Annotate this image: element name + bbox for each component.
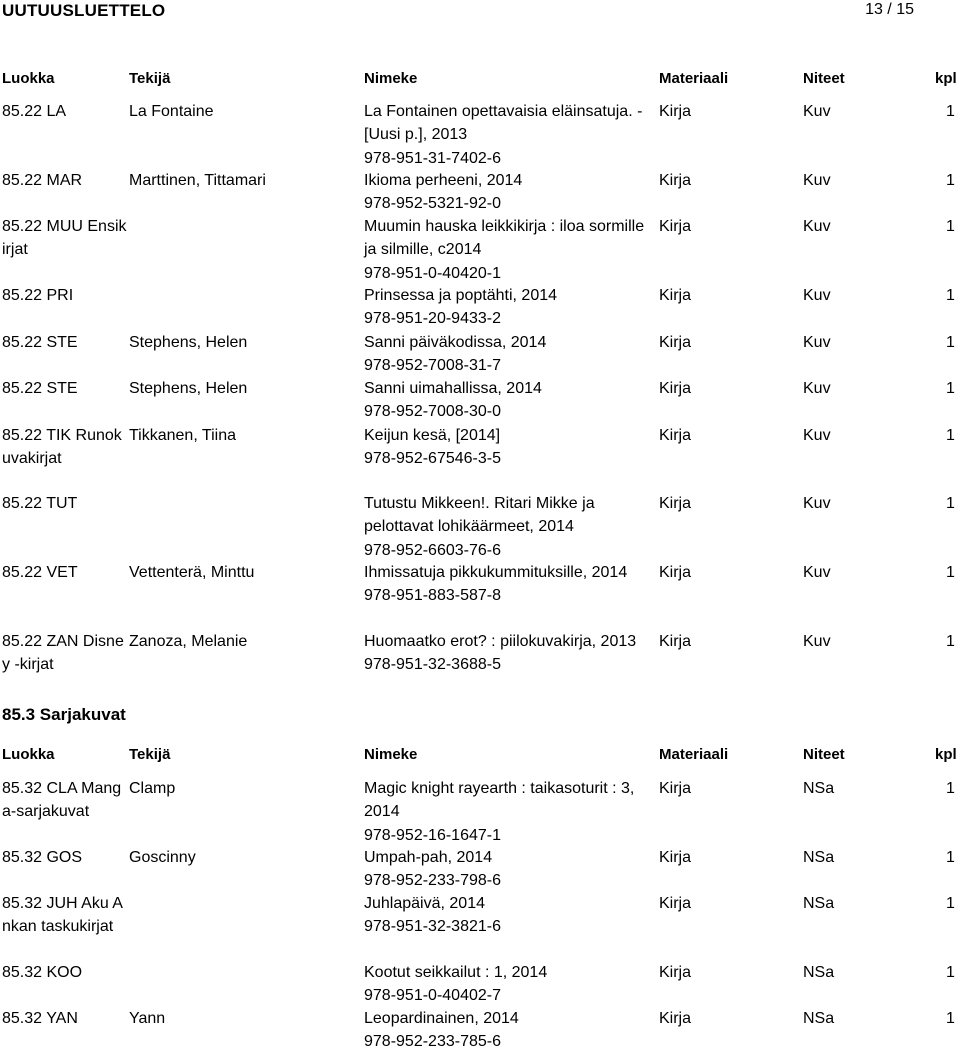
cell-kpl: 1 <box>946 427 955 444</box>
title-text: Leopardinainen, 2014 <box>364 1010 519 1027</box>
cell-luokka: 85.22 TIK Runokuvakirjat <box>2 427 122 468</box>
title-text: Huomaatko erot? : piilokuvakirja, 2013 <box>364 633 637 650</box>
cell-luokka: 85.32 GOS <box>2 849 83 866</box>
cell-nimeke <box>364 892 659 939</box>
isbn-text: 978-952-233-798-6 <box>364 872 501 890</box>
cell-tekija: Clamp <box>129 780 176 797</box>
cell-nimeke <box>364 561 659 608</box>
cell-nimeke <box>364 215 659 285</box>
cell-tekija: Marttinen, Tittamari <box>129 172 266 189</box>
cell-luokka: 85.22 PRI <box>2 287 74 304</box>
cell-luokka: 85.22 LA <box>2 103 67 120</box>
isbn-text: 978-951-20-9433-2 <box>364 310 501 328</box>
cell-kpl: 1 <box>946 495 955 512</box>
header-kpl: kpl <box>935 70 957 87</box>
title-text: Magic knight rayearth : taikasoturit : 3, 2014 <box>364 780 635 821</box>
cell-nimeke <box>364 169 659 216</box>
cell-materiaali: Kirja <box>659 427 692 444</box>
cell-materiaali: Kirja <box>659 849 692 866</box>
cell-tekija: Tikkanen, Tiina <box>129 427 237 444</box>
header-tekija: Tekijä <box>129 70 171 87</box>
cell-kpl: 1 <box>946 895 955 912</box>
cell-nimeke <box>364 424 659 471</box>
isbn-text: 978-952-7008-30-0 <box>364 403 501 421</box>
cell-luokka: 85.22 ZAN Disney -kirjat <box>2 633 124 674</box>
cell-luokka: 85.32 YAN <box>2 1010 78 1027</box>
cell-kpl: 1 <box>946 564 955 581</box>
cell-materiaali: Kirja <box>659 287 692 304</box>
title-text: Keijun kesä, [2014] <box>364 427 501 444</box>
cell-nimeke <box>364 630 659 677</box>
cell-niteet: Kuv <box>803 172 831 189</box>
cell-niteet: NSa <box>803 780 835 797</box>
header-materiaali: Materiaali <box>659 70 729 87</box>
isbn-text: 978-951-32-3688-5 <box>364 656 501 674</box>
page-title: UUTUUSLUETTELO <box>2 1 166 20</box>
isbn-text: 978-952-67546-3-5 <box>364 450 501 468</box>
cell-niteet: NSa <box>803 964 835 981</box>
page-number: 13 / 15 <box>865 1 914 18</box>
cell-luokka: 85.22 STE <box>2 380 78 397</box>
cell-kpl: 1 <box>946 849 955 866</box>
cell-luokka: 85.32 CLA Manga-sarjakuvat <box>2 780 122 821</box>
cell-kpl: 1 <box>946 334 955 351</box>
cell-luokka: 85.32 KOO <box>2 964 83 981</box>
header-luokka: Luokka <box>2 70 55 87</box>
isbn-text: 978-952-7008-31-7 <box>364 357 501 375</box>
cell-nimeke <box>364 777 659 847</box>
cell-niteet: Kuv <box>803 103 831 120</box>
cell-nimeke <box>364 100 659 170</box>
header-kpl: kpl <box>935 746 957 763</box>
cell-kpl: 1 <box>946 780 955 797</box>
header-luokka: Luokka <box>2 746 55 763</box>
cell-niteet: Kuv <box>803 334 831 351</box>
cell-materiaali: Kirja <box>659 895 692 912</box>
cell-tekija: Yann <box>129 1010 166 1027</box>
cell-niteet: NSa <box>803 1010 835 1027</box>
isbn-text: 978-951-32-3821-6 <box>364 918 501 936</box>
cell-materiaali: Kirja <box>659 495 692 512</box>
title-text: Tutustu Mikkeen!. Ritari Mikke ja pelottavat lohikäärmeet, 2014 <box>364 495 595 536</box>
cell-nimeke <box>364 331 659 378</box>
cell-tekija: Stephens, Helen <box>129 380 248 397</box>
title-text: La Fontainen opettavaisia eläinsatuja. - [Uusi p.], 2013 <box>364 103 643 144</box>
cell-niteet: Kuv <box>803 495 831 512</box>
title-text: Umpah-pah, 2014 <box>364 849 493 866</box>
cell-materiaali: Kirja <box>659 334 692 351</box>
header-tekija: Tekijä <box>129 746 171 763</box>
isbn-text: 978-951-0-40402-7 <box>364 987 501 1005</box>
cell-materiaali: Kirja <box>659 780 692 797</box>
cell-kpl: 1 <box>946 1010 955 1027</box>
cell-materiaali: Kirja <box>659 172 692 189</box>
cell-nimeke <box>364 377 659 424</box>
cell-nimeke <box>364 492 659 562</box>
cell-niteet: NSa <box>803 895 835 912</box>
cell-kpl: 1 <box>946 218 955 235</box>
title-text: Sanni päiväkodissa, 2014 <box>364 334 547 351</box>
cell-niteet: Kuv <box>803 218 831 235</box>
cell-luokka: 85.22 MUU Ensikirjat <box>2 218 127 259</box>
cell-niteet: NSa <box>803 849 835 866</box>
cell-niteet: Kuv <box>803 380 831 397</box>
cell-niteet: Kuv <box>803 287 831 304</box>
header-niteet: Niteet <box>803 746 845 763</box>
header-materiaali: Materiaali <box>659 746 729 763</box>
isbn-text: 978-952-16-1647-1 <box>364 826 501 844</box>
title-text: Juhlapäivä, 2014 <box>364 895 485 912</box>
cell-niteet: Kuv <box>803 427 831 444</box>
header-nimeke: Nimeke <box>364 70 418 87</box>
cell-nimeke <box>364 284 659 331</box>
cell-tekija: La Fontaine <box>129 103 214 120</box>
cell-materiaali: Kirja <box>659 964 692 981</box>
cell-materiaali: Kirja <box>659 633 692 650</box>
cell-kpl: 1 <box>946 103 955 120</box>
isbn-text: 978-952-5321-92-0 <box>364 195 501 213</box>
title-text: Muumin hauska leikkikirja : iloa sormille ja silmille, c2014 <box>364 218 645 259</box>
cell-niteet: Kuv <box>803 633 831 650</box>
cell-materiaali: Kirja <box>659 218 692 235</box>
title-text: Sanni uimahallissa, 2014 <box>364 380 542 397</box>
isbn-text: 978-951-0-40420-1 <box>364 264 501 282</box>
cell-tekija: Stephens, Helen <box>129 334 248 351</box>
header-nimeke: Nimeke <box>364 746 418 763</box>
cell-luokka: 85.22 STE <box>2 334 78 351</box>
section-heading: 85.3 Sarjakuvat <box>2 705 126 724</box>
cell-kpl: 1 <box>946 172 955 189</box>
cell-niteet: Kuv <box>803 564 831 581</box>
title-text: Ikioma perheeni, 2014 <box>364 172 523 189</box>
cell-materiaali: Kirja <box>659 564 692 581</box>
cell-tekija: Goscinny <box>129 849 196 866</box>
cell-nimeke <box>364 961 659 1008</box>
cell-tekija: Vettenterä, Minttu <box>129 564 255 581</box>
cell-luokka: 85.22 TUT <box>2 495 78 512</box>
cell-materiaali: Kirja <box>659 380 692 397</box>
cell-materiaali: Kirja <box>659 1010 692 1027</box>
cell-nimeke <box>364 846 659 893</box>
title-text: Ihmissatuja pikkukummituksille, 2014 <box>364 564 628 581</box>
cell-luokka: 85.22 VET <box>2 564 78 581</box>
title-text: Prinsessa ja poptähti, 2014 <box>364 287 558 304</box>
cell-kpl: 1 <box>946 964 955 981</box>
isbn-text: 978-951-31-7402-6 <box>364 149 501 167</box>
cell-luokka: 85.22 MAR <box>2 172 83 189</box>
isbn-text: 978-952-233-785-6 <box>364 1033 501 1051</box>
isbn-text: 978-952-6603-76-6 <box>364 541 501 559</box>
title-text: Kootut seikkailut : 1, 2014 <box>364 964 548 981</box>
cell-tekija: Zanoza, Melanie <box>129 633 248 650</box>
header-niteet: Niteet <box>803 70 845 87</box>
cell-kpl: 1 <box>946 287 955 304</box>
cell-luokka: 85.32 JUH Aku Ankan taskukirjat <box>2 895 123 936</box>
cell-materiaali: Kirja <box>659 103 692 120</box>
cell-kpl: 1 <box>946 380 955 397</box>
isbn-text: 978-951-883-587-8 <box>364 587 501 605</box>
cell-kpl: 1 <box>946 633 955 650</box>
